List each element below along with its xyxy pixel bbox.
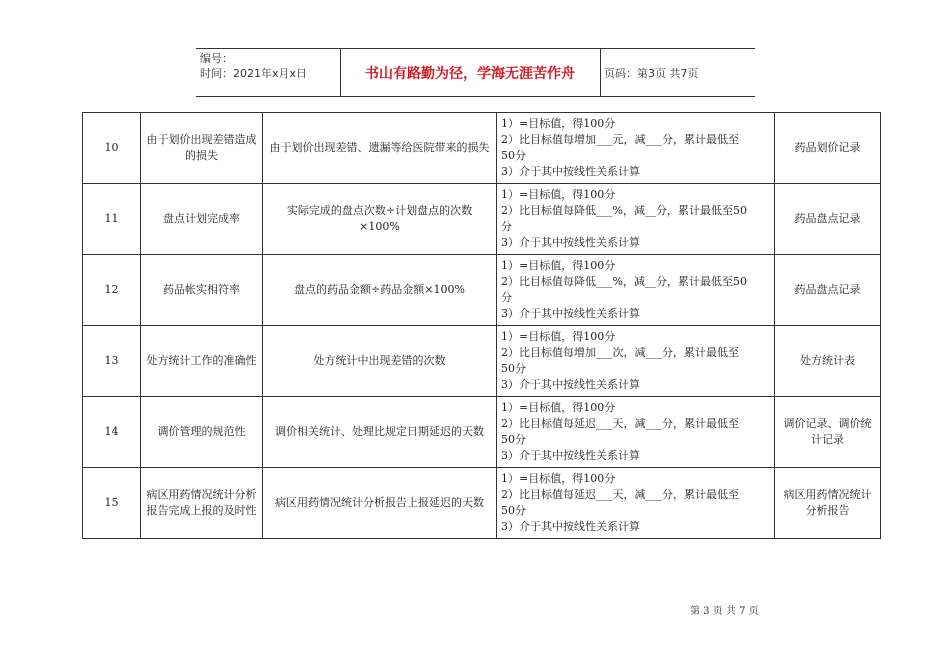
table-row [83, 326, 881, 397]
scoring-rule-line: 2）比目标值每增加___元，减___分，累计最低至 [501, 133, 739, 146]
row-number: 13 [83, 326, 141, 397]
scoring-rules [497, 326, 775, 397]
scoring-rule-line: 1）=目标值，得100分 [501, 401, 616, 414]
data-source: 调价记录、调价统计记录 [775, 397, 881, 468]
header-page-code: 页码：第3页 共7页 [604, 66, 699, 80]
doc-number-label: 编号： [200, 52, 233, 65]
indicator-formula: 处方统计中出现差错的次数 [263, 326, 497, 397]
row-number: 12 [83, 255, 141, 326]
indicator-name: 处方统计工作的准确性 [141, 326, 263, 397]
scoring-rule-line: 50分 [501, 433, 526, 446]
scoring-rule-line: 1）=目标值，得100分 [501, 330, 616, 343]
table-row [83, 397, 881, 468]
indicator-name: 药品帐实相符率 [141, 255, 263, 326]
header-motto: 书山有路勤为径，学海无涯苦作舟 [365, 65, 575, 82]
data-source: 药品划价记录 [775, 113, 881, 184]
scoring-rule-line: 2）比目标值每增加___次，减___分，累计最低至 [501, 346, 739, 359]
indicator-name: 调价管理的规范性 [141, 397, 263, 468]
scoring-rules [497, 397, 775, 468]
scoring-rule-line: 3）介于其中按线性关系计算 [501, 307, 640, 320]
table-row [83, 113, 881, 184]
scoring-rule-line: 1）=目标值，得100分 [501, 117, 616, 130]
scoring-rule-line: 50分 [501, 149, 526, 162]
indicator-formula: 病区用药情况统计分析报告上报延迟的天数 [263, 468, 497, 539]
scoring-rule-line: 50分 [501, 504, 526, 517]
scoring-rule-line: 3）介于其中按线性关系计算 [501, 378, 640, 391]
scoring-rule-line: 2）比目标值每降低___%，减__分，累计最低至50 [501, 204, 747, 217]
table-row [83, 255, 881, 326]
header-meta [200, 51, 340, 81]
scoring-rule-line: 3）介于其中按线性关系计算 [501, 165, 640, 178]
indicator-formula: 调价相关统计、处理比规定日期延迟的天数 [263, 397, 497, 468]
data-source: 药品盘点记录 [775, 255, 881, 326]
scoring-rule-line: 1）=目标值，得100分 [501, 188, 616, 201]
scoring-rules [497, 255, 775, 326]
row-number: 15 [83, 468, 141, 539]
row-number: 10 [83, 113, 141, 184]
table-row [83, 468, 881, 539]
indicator-formula: 盘点的药品金额÷药品金额×100% [263, 255, 497, 326]
scoring-rule-line: 1）=目标值，得100分 [501, 472, 616, 485]
scoring-rule-line: 2）比目标值每延迟___天，减___分，累计最低至 [501, 488, 739, 501]
data-source: 处方统计表 [775, 326, 881, 397]
indicator-formula: 实际完成的盘点次数÷计划盘点的次数×100% [263, 184, 497, 255]
scoring-rule-line: 3）介于其中按线性关系计算 [501, 520, 640, 533]
scoring-rule-line: 分 [501, 291, 512, 304]
doc-time-label: 时间：2021年x月x日 [200, 67, 308, 80]
indicator-name: 由于划价出现差错造成的损失 [141, 113, 263, 184]
page-footer: 第 3 页 共 7 页 [690, 606, 759, 617]
header-divider [600, 49, 601, 96]
indicator-name: 盘点计划完成率 [141, 184, 263, 255]
kpi-table [82, 112, 881, 539]
scoring-rules [497, 113, 775, 184]
indicator-formula: 由于划价出现差错、遗漏等给医院带来的损失 [263, 113, 497, 184]
page-header [196, 48, 755, 97]
scoring-rules [497, 468, 775, 539]
scoring-rule-line: 2）比目标值每延迟___天，减___分，累计最低至 [501, 417, 739, 430]
indicator-name: 病区用药情况统计分析报告完成上报的及时性 [141, 468, 263, 539]
scoring-rule-line: 3）介于其中按线性关系计算 [501, 236, 640, 249]
scoring-rule-line: 1）=目标值，得100分 [501, 259, 616, 272]
data-source: 病区用药情况统计分析报告 [775, 468, 881, 539]
scoring-rules [497, 184, 775, 255]
row-number: 14 [83, 397, 141, 468]
table-row [83, 184, 881, 255]
scoring-rule-line: 分 [501, 220, 512, 233]
scoring-rule-line: 3）介于其中按线性关系计算 [501, 449, 640, 462]
data-source: 药品盘点记录 [775, 184, 881, 255]
row-number: 11 [83, 184, 141, 255]
scoring-rule-line: 2）比目标值每降低___%，减__分，累计最低至50 [501, 275, 747, 288]
scoring-rule-line: 50分 [501, 362, 526, 375]
